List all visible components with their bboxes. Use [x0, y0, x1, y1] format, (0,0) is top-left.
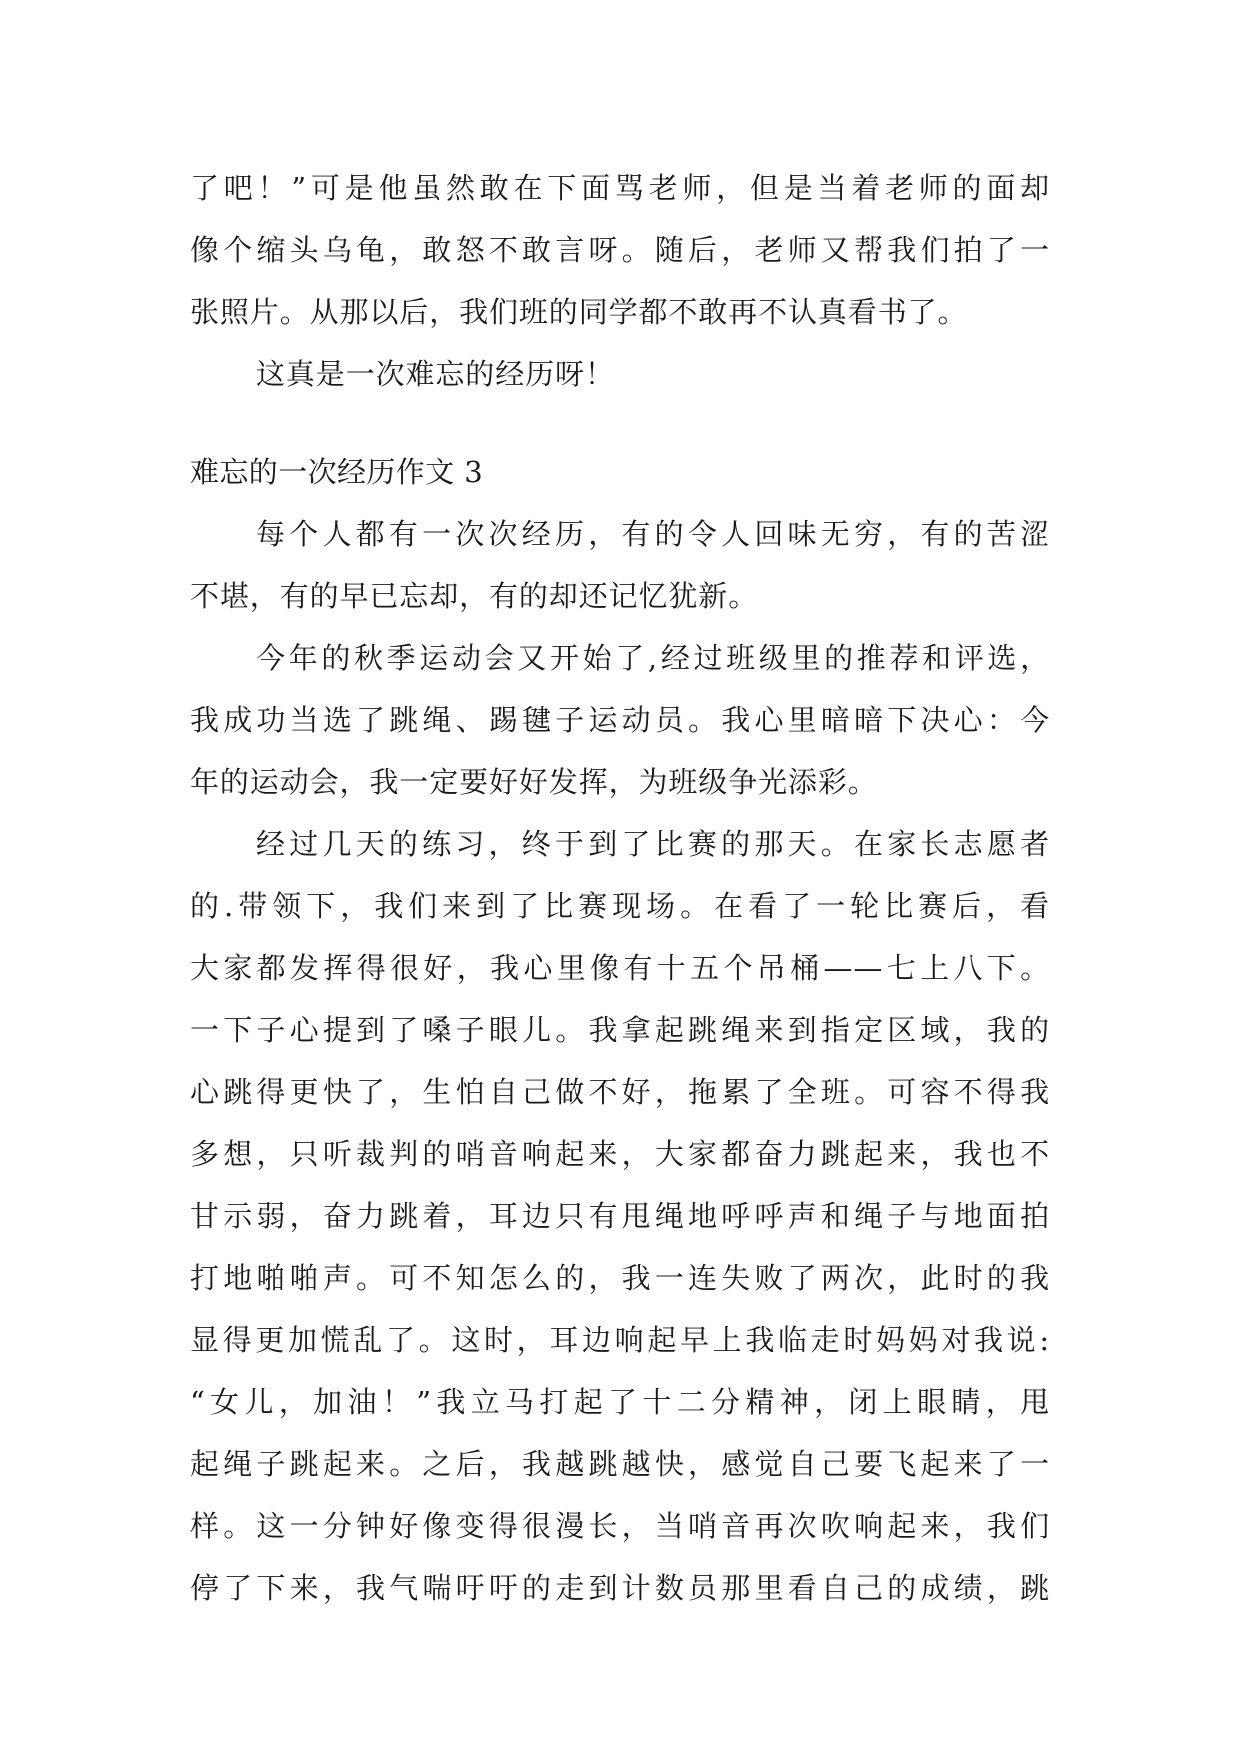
text-line: 每个人都有一次次经历，有的令人回味无穷，有的苦涩	[256, 517, 1050, 551]
text-line: 张照片。从那以后，我们班的同学都不敢再不认真看书了。	[190, 295, 968, 329]
text-line: 一下子心提到了嗓子眼儿。我拿起跳绳来到指定区域，我的	[190, 1013, 1050, 1047]
paragraph	[190, 813, 1050, 1619]
paragraph	[190, 157, 1050, 343]
text-line: 显得更加慌乱了。这时，耳边响起早上我临走时妈妈对我说:	[190, 1323, 1050, 1357]
paragraph	[190, 343, 1050, 405]
document-page	[190, 157, 1050, 1619]
paragraph	[190, 503, 1050, 627]
text-line: 甘示弱，奋力跳着，耳边只有甩绳地呼呼声和绳子与地面拍	[190, 1199, 1050, 1233]
text-line: 今年的秋季运动会又开始了,经过班级里的推荐和评选，	[256, 641, 1050, 675]
text-line: 这真是一次难忘的经历呀！	[256, 357, 615, 391]
text-line: 停了下来，我气喘吁吁的走到计数员那里看自己的成绩，跳	[190, 1571, 1050, 1605]
section-gap	[190, 405, 1050, 441]
text-line: 起绳子跳起来。之后，我越跳越快，感觉自己要飞起来了一	[190, 1447, 1050, 1481]
text-line: 了吧！”可是他虽然敢在下面骂老师，但是当着老师的面却	[190, 171, 1050, 205]
text-line: “女儿，加油！”我立马打起了十二分精神，闭上眼睛，甩	[190, 1385, 1050, 1419]
text-line: 大家都发挥得很好，我心里像有十五个吊桶——七上八下。	[190, 951, 1050, 985]
text-line: 多想，只听裁判的哨音响起来，大家都奋力跳起来，我也不	[190, 1137, 1050, 1171]
text-line: 像个缩头乌龟，敢怒不敢言呀。随后，老师又帮我们拍了一	[190, 233, 1050, 267]
text-line: 经过几天的练习，终于到了比赛的那天。在家长志愿者	[256, 827, 1050, 861]
text-line: 年的运动会，我一定要好好发挥，为班级争光添彩。	[190, 765, 878, 799]
text-line: 样。这一分钟好像变得很漫长，当哨音再次吹响起来，我们	[190, 1509, 1050, 1543]
text-line: 我成功当选了跳绳、踢毽子运动员。我心里暗暗下决心：今	[190, 703, 1050, 737]
text-line: 不堪，有的早已忘却，有的却还记忆犹新。	[190, 579, 759, 613]
text-line: 心跳得更快了，生怕自己做不好，拖累了全班。可容不得我	[190, 1075, 1050, 1109]
section-heading: 难忘的一次经历作文 3	[190, 455, 484, 489]
text-line: 打地啪啪声。可不知怎么的，我一连失败了两次，此时的我	[190, 1261, 1050, 1295]
paragraph	[190, 627, 1050, 813]
text-line: 的.带领下，我们来到了比赛现场。在看了一轮比赛后，看	[190, 889, 1050, 923]
